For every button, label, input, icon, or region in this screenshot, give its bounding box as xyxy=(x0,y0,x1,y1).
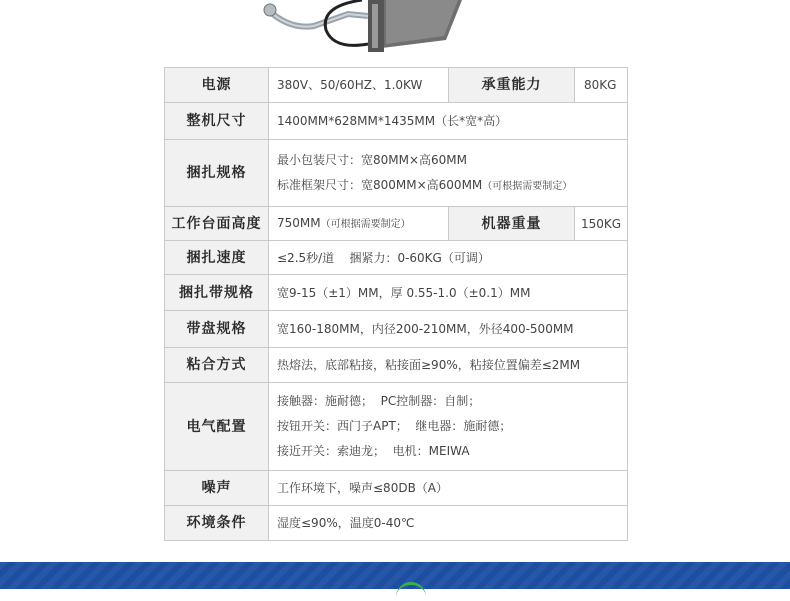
row-value: 宽9-15（±1）MM，厚 0.55-1.0（±0.1）MM xyxy=(269,275,628,311)
row-value: 1400MM*628MM*1435MM（长*宽*高） xyxy=(269,103,628,140)
machine-image xyxy=(250,0,490,56)
table-row xyxy=(165,207,628,241)
row-label: 环境条件 xyxy=(165,506,269,541)
value-note: （可根据需要制定） xyxy=(320,218,411,230)
row-value: 湿度≤90%，温度0-40℃ xyxy=(269,506,628,541)
value-line: 最小包装尺寸：宽80MM×高60MM xyxy=(277,152,468,167)
banner-pattern xyxy=(0,562,790,589)
table-row xyxy=(165,506,628,541)
row-value: 150KG xyxy=(575,207,628,241)
value-note: （可根据需要制定） xyxy=(482,180,573,192)
table-row xyxy=(165,68,628,103)
value-line: 按钮开关：西门子APT； 继电器：施耐德； xyxy=(277,419,512,433)
table-row xyxy=(165,103,628,140)
row-value: 热熔法，底部粘接，粘接面≥90%，粘接位置偏差≤2MM xyxy=(269,348,628,383)
table-row xyxy=(165,311,628,348)
row-label: 捆扎带规格 xyxy=(165,275,269,311)
table-row xyxy=(165,383,628,471)
row-value: 宽160-180MM，内径200-210MM，外径400-500MM xyxy=(269,311,628,348)
value-line: 接近开关：索迪龙； 电机：MEIWA xyxy=(277,444,470,458)
row-label: 工作台面高度 xyxy=(165,207,269,241)
table-row xyxy=(165,348,628,383)
row-label: 整机尺寸 xyxy=(165,103,269,140)
row-value xyxy=(269,140,628,207)
table-row xyxy=(165,140,628,207)
row-value: 380V、50/60HZ、1.0KW xyxy=(269,68,449,103)
row-label: 粘合方式 xyxy=(165,348,269,383)
table-row xyxy=(165,275,628,311)
row-value xyxy=(269,383,628,471)
row-label: 捆扎速度 xyxy=(165,241,269,275)
value-line xyxy=(277,173,627,199)
row-value: 工作环境下，噪声≤80DB（A） xyxy=(269,471,628,506)
row-label: 承重能力 xyxy=(449,68,575,103)
row-label: 噪声 xyxy=(165,471,269,506)
spec-table xyxy=(164,67,628,541)
footer-banner xyxy=(0,562,790,589)
row-label: 电气配置 xyxy=(165,383,269,471)
row-label: 捆扎规格 xyxy=(165,140,269,207)
row-value: 80KG xyxy=(575,68,628,103)
value-text: 750MM xyxy=(277,215,321,230)
row-value: ≤2.5秒/道 捆紧力：0-60KG（可调） xyxy=(269,241,628,275)
row-label: 机器重量 xyxy=(449,207,575,241)
table-row xyxy=(165,241,628,275)
row-label: 带盘规格 xyxy=(165,311,269,348)
value-line: 接触器：施耐德； PC控制器：自制； xyxy=(277,394,481,408)
row-value xyxy=(269,207,449,241)
value-text: 标准框架尺寸：宽800MM×高600MM xyxy=(277,177,483,192)
table-row xyxy=(165,471,628,506)
row-label: 电源 xyxy=(165,68,269,103)
